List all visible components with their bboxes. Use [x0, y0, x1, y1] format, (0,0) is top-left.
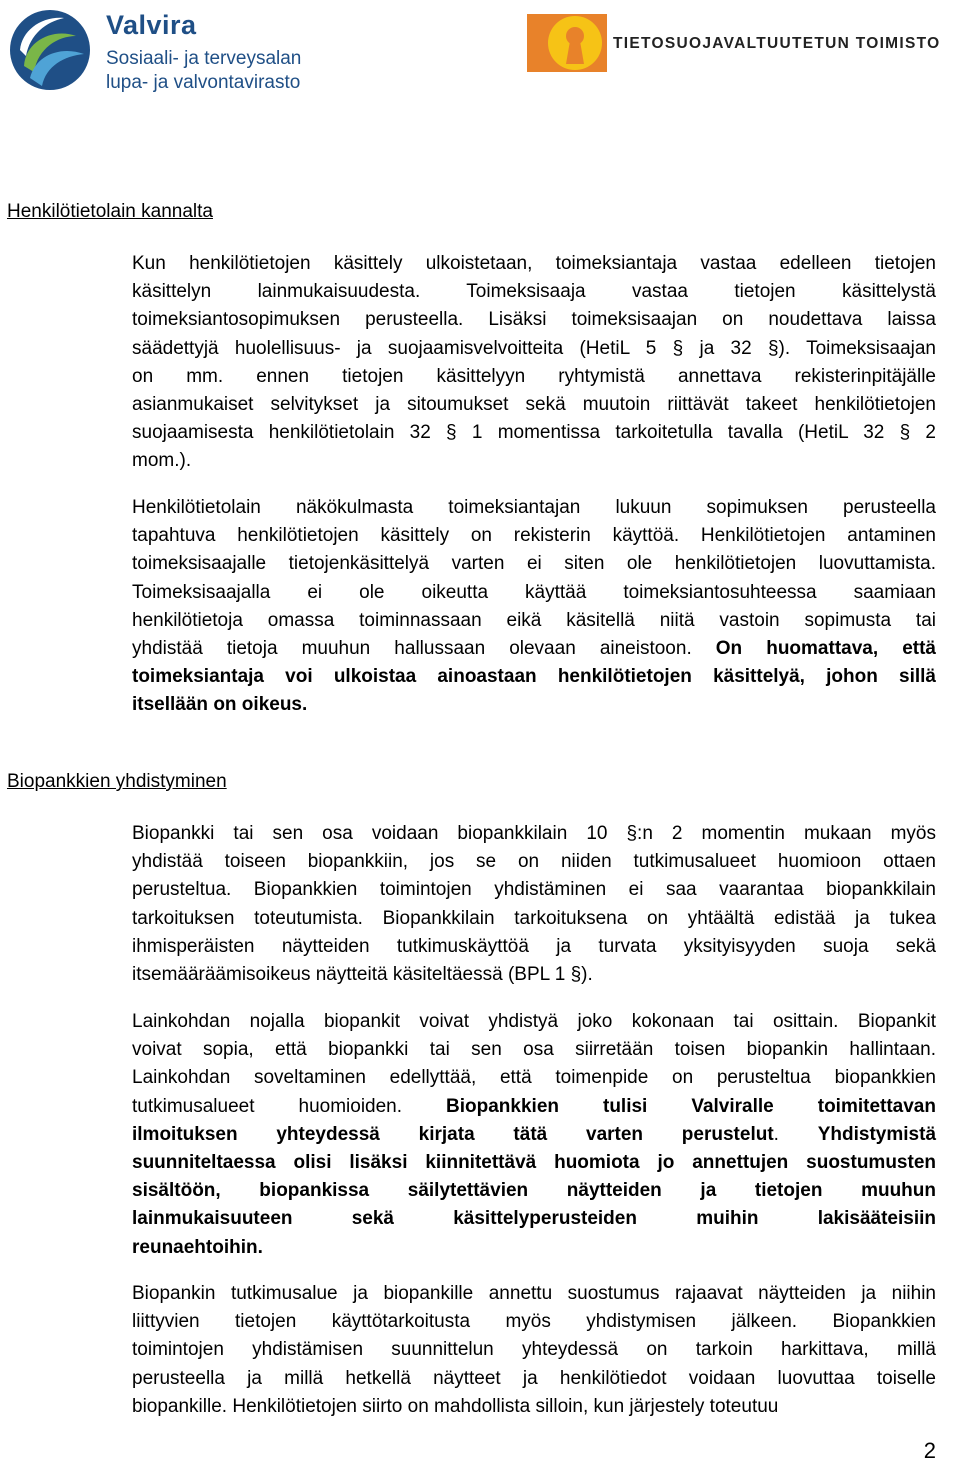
text-run: yhdistää toiseen biopankkiin, jos se on niiden tutkimusalueet huomioon ottaen — [132, 851, 936, 873]
text-line — [132, 1280, 936, 1308]
text-run: yhdistää tietoja muuhun hallussaan olevaan aineistoon. — [132, 637, 716, 659]
text-line — [132, 335, 936, 363]
text-line — [132, 1064, 936, 1092]
paragraph — [132, 1280, 936, 1421]
text-run: Kun henkilötietojen käsittely ulkoistetaan, toimeksiantaja vastaa edelleen tietojen — [132, 253, 936, 274]
bold-text: reunaehtoihin. — [132, 1236, 263, 1258]
text-run: säädettyjä huolellisuus- ja suojaamisvelvoitteita (HetiL 5 § ja 32 §). Toimeksisaajan — [132, 337, 936, 359]
bold-text: sisältöön, biopankissa säilytettävien näytteiden ja tietojen muuhun — [132, 1180, 936, 1202]
text-line — [132, 1093, 936, 1121]
paragraph — [132, 494, 936, 720]
text-line — [132, 494, 936, 522]
text-run: tutkimusalueet huomioiden. — [132, 1095, 447, 1117]
text-run: Lainkohdan soveltaminen edellyttää, että toimenpide on perusteltua biopankkien — [132, 1067, 936, 1089]
text-line — [132, 1121, 936, 1149]
text-run: asianmukaiset selvitykset ja sitoumukset sekä muutoin riittävät takeet henkilötietojen — [132, 393, 936, 415]
text-line — [132, 905, 936, 933]
text-run: henkilötietoja omassa toiminnassaan eikä käsitellä niitä vastoin sopimusta tai — [132, 609, 936, 631]
paragraph — [132, 250, 936, 476]
page-number: 2 — [923, 1438, 936, 1463]
text-line — [132, 579, 936, 607]
keyhole-icon — [527, 14, 607, 72]
text-run: toimeksiantosopimuksen perusteella. Lisäksi toimeksisaajan on noudettava laissa — [132, 309, 936, 331]
text-run: mom.). — [132, 450, 192, 472]
bold-text: ilmoituksen yhteydessä kirjata tätä varten perustelut — [132, 1123, 774, 1145]
text-run: perusteella ja millä hetkellä näytteet ja henkilötiedot voidaan luovuttaa toiselle — [132, 1367, 936, 1389]
text-line — [132, 961, 936, 989]
text-line — [132, 1308, 936, 1336]
text-line — [132, 250, 936, 278]
text-run: Henkilötietolain näkökulmasta toimeksiantajan lukuun sopimuksen perusteella — [132, 497, 936, 518]
text-run: toimeksisaajalle tietojenkäsittelyä varten ei siten ole henkilötietojen luovuttamista. — [132, 553, 936, 575]
bold-text: toimeksiantaja voi ulkoistaa ainoastaan henkilötietojen käsittelyä, johon sillä — [132, 666, 936, 688]
text-line — [132, 1234, 936, 1262]
text-line — [132, 1177, 936, 1205]
bold-text: Biopankkien tulisi Valviralle toimitettavan — [446, 1095, 936, 1117]
text-line — [132, 663, 936, 691]
text-run: Lainkohdan nojalla biopankit voivat yhdistyä joko kokonaan tai osittain. Biopankit — [132, 1011, 936, 1032]
text-line — [132, 278, 936, 306]
text-line — [132, 1008, 936, 1036]
text-line — [132, 419, 936, 447]
valvira-subtitle-line2: lupa- ja valvontavirasto — [106, 72, 301, 93]
text-line — [132, 447, 936, 475]
bold-text: suunniteltaessa olisi lisäksi kiinnitettävä huomiota jo annettujen suostumusten — [132, 1151, 936, 1173]
text-run: Biopankki tai sen osa voidaan biopankkilain 10 §:n 2 momentin mukaan myös — [132, 823, 936, 844]
text-run: tapahtuva henkilötietojen käsittely on rekisterin käyttöä. Henkilötietojen antaminen — [132, 525, 936, 547]
text-line — [132, 1149, 936, 1177]
text-line — [132, 607, 936, 635]
valvira-subtitle-line1: Sosiaali- ja terveysalan — [106, 48, 302, 69]
bold-text: itsellään on oikeus. — [132, 694, 308, 716]
text-line — [132, 1393, 936, 1421]
section-heading-henkilotietolaki: Henkilötietolain kannalta — [7, 201, 213, 222]
text-run: voivat sopia, että biopankki tai sen osa siirretään toisen biopankin hallintaan. — [132, 1039, 936, 1061]
text-line — [132, 635, 936, 663]
text-line — [132, 848, 936, 876]
text-line — [132, 1205, 936, 1233]
text-line — [132, 876, 936, 904]
text-line — [132, 522, 936, 550]
bold-text: Yhdistymistä — [817, 1123, 937, 1145]
text-run: perusteltua. Biopankkien toimintojen yhdistäminen ei saa vaarantaa biopankkilain — [132, 879, 936, 901]
text-run: itsemääräämisoikeus näytteitä käsiteltäessä (BPL 1 §). — [132, 963, 593, 985]
text-run: . — [773, 1123, 818, 1145]
text-line — [132, 933, 936, 961]
text-run: tarkoituksen toteutumista. Biopankkilain tarkoituksena on yhtäältä edistää ja tukea — [132, 907, 936, 929]
bold-text: On huomattava, että — [715, 637, 936, 659]
valvira-swirl-icon — [6, 6, 94, 94]
tietosuoja-logo — [527, 14, 957, 74]
text-line — [132, 306, 936, 334]
valvira-name: Valvira — [106, 10, 197, 40]
text-run: liittyvien tietojen käyttötarkoitusta myös yhdistymisen jälkeen. Biopankkien — [132, 1311, 936, 1333]
text-run: suojaamisesta henkilötietolain 32 § 1 momentissa tarkoitetulla tavalla (HetiL 32 § 2 — [132, 422, 936, 444]
text-line — [132, 391, 936, 419]
text-line — [132, 550, 936, 578]
paragraph — [132, 1008, 936, 1262]
tietosuoja-name: TIETOSUOJAVALTUUTETUN TOIMISTO — [613, 35, 941, 52]
text-run: ihmisperäisten näytteiden tutkimuskäyttöä ja turvata yksityisyyden suoja sekä — [132, 935, 936, 957]
text-line — [132, 1336, 936, 1364]
text-run: toimintojen yhdistämisen suunnittelun yhteydessä on tarkoin harkittava, millä — [132, 1339, 936, 1361]
text-line — [132, 363, 936, 391]
section-heading-biopankkien-yhdistyminen: Biopankkien yhdistyminen — [7, 771, 227, 792]
text-line — [132, 691, 936, 719]
text-run: on mm. ennen tietojen käsittelyyn ryhtymistä annettava rekisterinpitäjälle — [132, 365, 936, 387]
bold-text: lainmukaisuuteen sekä käsittelyperusteiden muihin lakisääteisiin — [132, 1208, 936, 1230]
text-run: Toimeksisaajalla ei ole oikeutta käyttää toimeksiantosuhteessa saamiaan — [132, 581, 936, 603]
text-line — [132, 1365, 936, 1393]
text-run: Biopankin tutkimusalue ja biopankille annettu suostumus rajaavat näytteiden ja niihin — [132, 1283, 936, 1304]
text-line — [132, 1036, 936, 1064]
text-run: biopankille. Henkilötietojen siirto on mahdollista silloin, kun järjestely toteutuu — [132, 1395, 779, 1417]
paragraph — [132, 820, 936, 989]
text-run: käsittelyn lainmukaisuudesta. Toimeksisaaja vastaa tietojen käsittelystä — [132, 281, 936, 303]
valvira-logo — [6, 6, 306, 96]
text-line — [132, 820, 936, 848]
